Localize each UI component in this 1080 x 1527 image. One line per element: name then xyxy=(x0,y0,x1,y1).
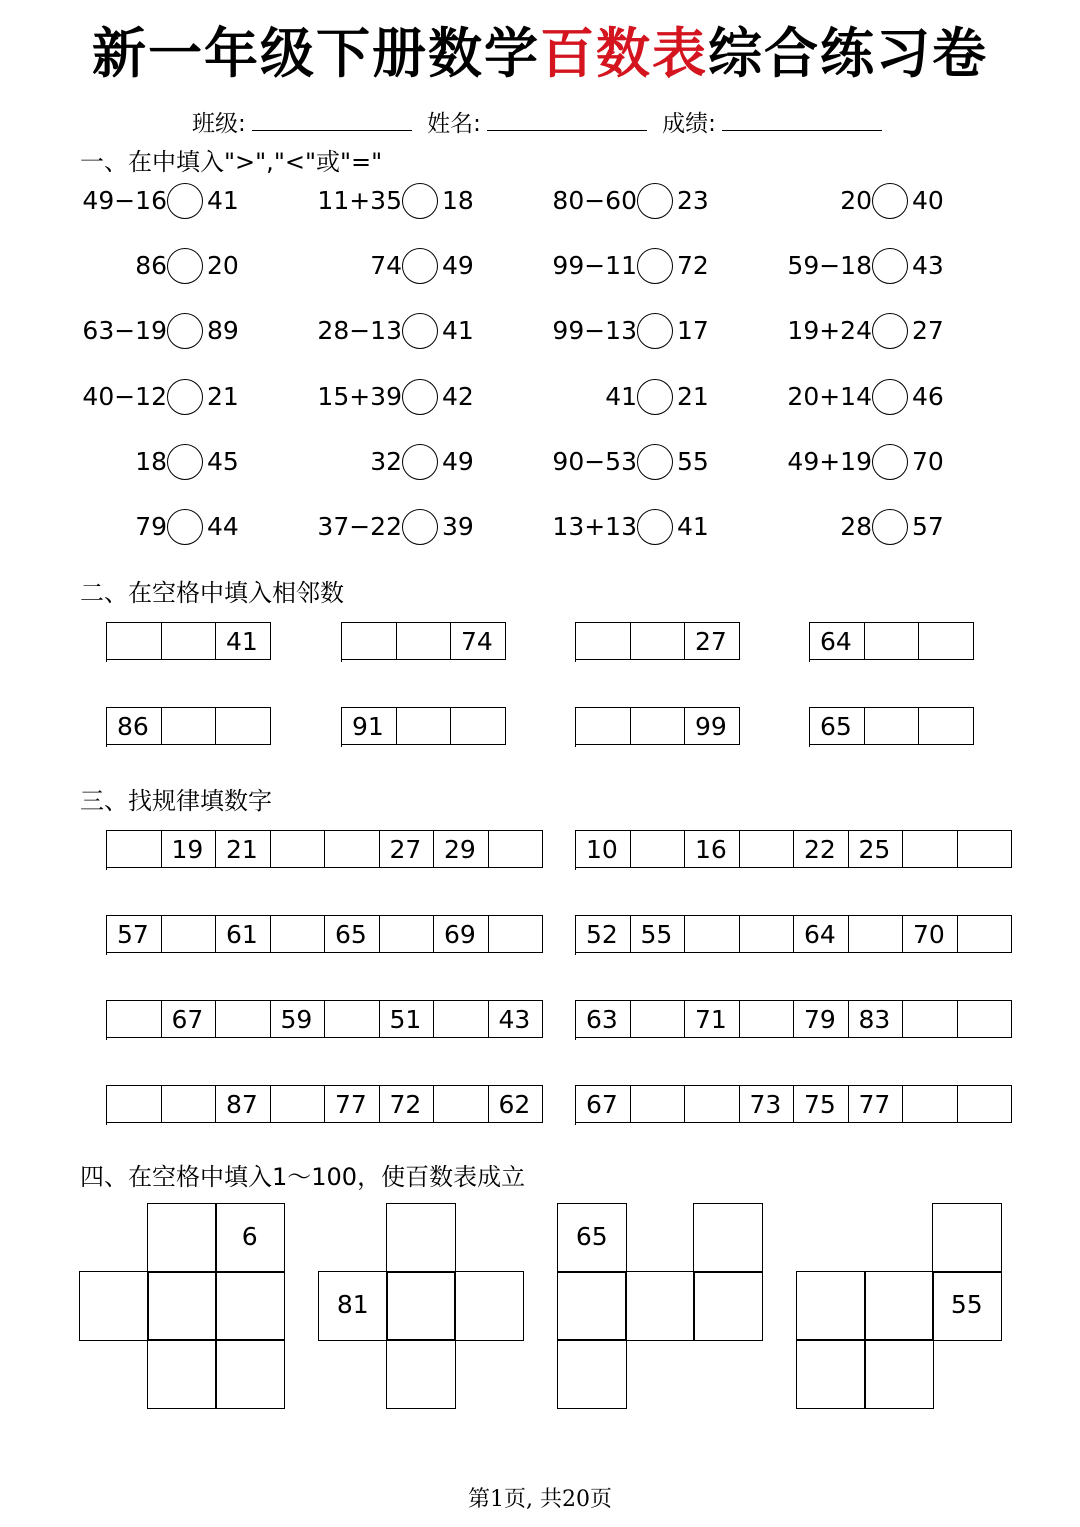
given-number-cell: 69 xyxy=(434,915,489,953)
compare-right: 44 xyxy=(207,512,239,541)
number-row xyxy=(106,707,271,747)
given-number-cell: 61 xyxy=(216,915,271,953)
given-number-cell: 21 xyxy=(216,830,271,868)
given-number-cell: 27 xyxy=(685,622,740,660)
given-number-cell: 62 xyxy=(489,1085,544,1123)
number-row xyxy=(106,1085,543,1125)
blank-cell[interactable] xyxy=(342,622,397,660)
answer-circle[interactable] xyxy=(167,444,203,480)
blank-cell[interactable] xyxy=(740,1000,795,1038)
given-number-cell: 6 xyxy=(215,1203,285,1273)
answer-circle[interactable] xyxy=(167,313,203,349)
compare-left: 11+35 xyxy=(317,186,402,215)
given-number-cell: 29 xyxy=(434,830,489,868)
compare-left: 28−13 xyxy=(317,316,402,345)
compare-item xyxy=(705,181,944,221)
compare-item xyxy=(470,246,709,286)
compare-right: 89 xyxy=(207,316,239,345)
given-number-cell: 55 xyxy=(631,915,686,953)
answer-circle[interactable] xyxy=(872,313,908,349)
compare-left: 63−19 xyxy=(82,316,167,345)
compare-right: 41 xyxy=(207,186,239,215)
blank-cell[interactable] xyxy=(147,1271,217,1341)
blank-cell[interactable] xyxy=(215,1339,285,1409)
blank-cell[interactable] xyxy=(107,622,162,660)
class-field[interactable] xyxy=(252,106,412,131)
page-title: 新一年级下册数学百数表综合练习卷 xyxy=(92,22,988,85)
compare-left: 32 xyxy=(370,447,402,476)
compare-item xyxy=(470,377,709,417)
given-number-cell: 79 xyxy=(794,1000,849,1038)
given-number-cell: 25 xyxy=(849,830,904,868)
given-number-cell: 77 xyxy=(849,1085,904,1123)
blank-cell[interactable] xyxy=(958,1085,1013,1123)
blank-cell[interactable] xyxy=(557,1339,627,1409)
blank-cell[interactable] xyxy=(386,1339,456,1409)
blank-cell[interactable] xyxy=(958,915,1013,953)
blank-cell[interactable] xyxy=(147,1339,217,1409)
blank-cell[interactable] xyxy=(631,1000,686,1038)
compare-item xyxy=(470,181,709,221)
blank-cell[interactable] xyxy=(489,915,544,953)
score-field[interactable] xyxy=(722,106,882,131)
compare-item xyxy=(470,311,709,351)
compare-left: 79 xyxy=(135,512,167,541)
answer-circle[interactable] xyxy=(637,313,673,349)
section3-heading: 三、找规律填数字 xyxy=(80,787,272,815)
number-row xyxy=(809,622,974,662)
blank-cell[interactable] xyxy=(162,707,217,745)
blank-cell[interactable] xyxy=(216,707,271,745)
given-number-cell: 43 xyxy=(489,1000,544,1038)
answer-circle[interactable] xyxy=(637,248,673,284)
blank-cell[interactable] xyxy=(919,707,974,745)
given-number-cell: 63 xyxy=(576,1000,631,1038)
compare-left: 20 xyxy=(840,186,872,215)
given-number-cell: 57 xyxy=(107,915,162,953)
blank-cell[interactable] xyxy=(864,1271,934,1341)
compare-right: 27 xyxy=(912,316,944,345)
compare-item xyxy=(705,377,944,417)
given-number-cell: 16 xyxy=(685,830,740,868)
compare-right: 21 xyxy=(207,382,239,411)
number-row xyxy=(575,1085,1012,1125)
blank-cell[interactable] xyxy=(740,915,795,953)
answer-circle[interactable] xyxy=(872,183,908,219)
compare-item xyxy=(235,246,474,286)
compare-right: 45 xyxy=(207,447,239,476)
blank-cell[interactable] xyxy=(397,622,452,660)
compare-item xyxy=(0,246,239,286)
given-number-cell: 19 xyxy=(162,830,217,868)
blank-cell[interactable] xyxy=(903,830,958,868)
blank-cell[interactable] xyxy=(865,707,920,745)
compare-item xyxy=(470,442,709,482)
answer-circle[interactable] xyxy=(402,444,438,480)
compare-item xyxy=(235,311,474,351)
blank-cell[interactable] xyxy=(386,1203,456,1273)
compare-item xyxy=(0,311,239,351)
compare-left: 49−16 xyxy=(82,186,167,215)
number-row xyxy=(106,622,271,662)
section1-heading: 一、在中填入">","<"或"=" xyxy=(80,148,383,176)
blank-cell[interactable] xyxy=(903,1000,958,1038)
given-number-cell: 10 xyxy=(576,830,631,868)
answer-circle[interactable] xyxy=(167,248,203,284)
blank-cell[interactable] xyxy=(740,830,795,868)
number-row xyxy=(575,915,1012,955)
compare-right: 18 xyxy=(442,186,474,215)
compare-left: 15+39 xyxy=(317,382,402,411)
blank-cell[interactable] xyxy=(693,1271,763,1341)
compare-right: 39 xyxy=(442,512,474,541)
answer-circle[interactable] xyxy=(402,509,438,545)
blank-cell[interactable] xyxy=(162,915,217,953)
compare-right: 41 xyxy=(442,316,474,345)
given-number-cell: 55 xyxy=(932,1271,1002,1341)
blank-cell[interactable] xyxy=(685,915,740,953)
blank-cell[interactable] xyxy=(576,622,631,660)
number-row xyxy=(575,830,1012,870)
compare-right: 57 xyxy=(912,512,944,541)
compare-left: 41 xyxy=(605,382,637,411)
blank-cell[interactable] xyxy=(631,622,686,660)
blank-cell[interactable] xyxy=(685,1085,740,1123)
compare-item xyxy=(470,507,709,547)
number-row xyxy=(106,915,543,955)
blank-cell[interactable] xyxy=(631,707,686,745)
given-number-cell: 41 xyxy=(216,622,271,660)
answer-circle[interactable] xyxy=(872,379,908,415)
compare-right: 17 xyxy=(677,316,709,345)
compare-right: 41 xyxy=(677,512,709,541)
compare-right: 43 xyxy=(912,251,944,280)
given-number-cell: 65 xyxy=(810,707,865,745)
compare-left: 19+24 xyxy=(787,316,872,345)
blank-cell[interactable] xyxy=(903,1085,958,1123)
name-field[interactable] xyxy=(487,106,647,131)
given-number-cell: 74 xyxy=(451,622,506,660)
blank-cell[interactable] xyxy=(380,915,435,953)
answer-circle[interactable] xyxy=(402,183,438,219)
number-row xyxy=(575,622,740,662)
blank-cell[interactable] xyxy=(631,830,686,868)
blank-cell[interactable] xyxy=(625,1271,695,1341)
answer-circle[interactable] xyxy=(637,509,673,545)
compare-item xyxy=(235,507,474,547)
answer-circle[interactable] xyxy=(872,509,908,545)
answer-circle[interactable] xyxy=(402,248,438,284)
blank-cell[interactable] xyxy=(932,1203,1002,1273)
given-number-cell: 65 xyxy=(325,915,380,953)
given-number-cell: 27 xyxy=(380,830,435,868)
given-number-cell: 71 xyxy=(685,1000,740,1038)
number-row xyxy=(809,707,974,747)
blank-cell[interactable] xyxy=(451,707,506,745)
given-number-cell: 52 xyxy=(576,915,631,953)
blank-cell[interactable] xyxy=(325,1000,380,1038)
compare-right: 49 xyxy=(442,447,474,476)
blank-cell[interactable] xyxy=(162,1085,217,1123)
given-number-cell: 51 xyxy=(380,1000,435,1038)
compare-item xyxy=(705,311,944,351)
compare-left: 86 xyxy=(135,251,167,280)
blank-cell[interactable] xyxy=(849,915,904,953)
answer-circle[interactable] xyxy=(167,509,203,545)
answer-circle[interactable] xyxy=(872,248,908,284)
given-number-cell: 87 xyxy=(216,1085,271,1123)
compare-item xyxy=(705,442,944,482)
answer-circle[interactable] xyxy=(167,379,203,415)
blank-cell[interactable] xyxy=(557,1271,627,1341)
answer-circle[interactable] xyxy=(402,379,438,415)
number-row xyxy=(575,707,740,747)
blank-cell[interactable] xyxy=(215,1271,285,1341)
compare-left: 20+14 xyxy=(787,382,872,411)
compare-left: 99−11 xyxy=(552,251,637,280)
blank-cell[interactable] xyxy=(216,1000,271,1038)
blank-cell[interactable] xyxy=(325,830,380,868)
blank-cell[interactable] xyxy=(107,1085,162,1123)
blank-cell[interactable] xyxy=(434,1000,489,1038)
class-label: 班级: xyxy=(192,111,246,137)
compare-left: 37−22 xyxy=(317,512,402,541)
given-number-cell: 64 xyxy=(794,915,849,953)
blank-cell[interactable] xyxy=(386,1271,456,1341)
number-row xyxy=(106,1000,543,1040)
given-number-cell: 91 xyxy=(342,707,397,745)
compare-left: 80−60 xyxy=(552,186,637,215)
compare-left: 99−13 xyxy=(552,316,637,345)
answer-circle[interactable] xyxy=(167,183,203,219)
compare-right: 46 xyxy=(912,382,944,411)
blank-cell[interactable] xyxy=(864,1339,934,1409)
compare-left: 18 xyxy=(135,447,167,476)
blank-cell[interactable] xyxy=(79,1271,149,1341)
page-footer: 第1页, 共20页 xyxy=(468,1487,612,1512)
compare-left: 90−53 xyxy=(552,447,637,476)
blank-cell[interactable] xyxy=(958,1000,1013,1038)
blank-cell[interactable] xyxy=(693,1203,763,1273)
blank-cell[interactable] xyxy=(576,707,631,745)
given-number-cell: 67 xyxy=(576,1085,631,1123)
given-number-cell: 75 xyxy=(794,1085,849,1123)
answer-circle[interactable] xyxy=(637,379,673,415)
answer-circle[interactable] xyxy=(637,444,673,480)
compare-right: 49 xyxy=(442,251,474,280)
blank-cell[interactable] xyxy=(271,915,326,953)
number-row xyxy=(341,707,506,747)
compare-right: 20 xyxy=(207,251,239,280)
student-info xyxy=(192,106,890,141)
score-label: 成绩: xyxy=(662,111,716,137)
blank-cell[interactable] xyxy=(397,707,452,745)
blank-cell[interactable] xyxy=(107,1000,162,1038)
number-row xyxy=(341,622,506,662)
compare-item xyxy=(235,377,474,417)
compare-right: 55 xyxy=(677,447,709,476)
compare-left: 28 xyxy=(840,512,872,541)
section2-heading: 二、在空格中填入相邻数 xyxy=(80,579,344,607)
given-number-cell: 65 xyxy=(557,1203,627,1273)
given-number-cell: 22 xyxy=(794,830,849,868)
blank-cell[interactable] xyxy=(162,622,217,660)
given-number-cell: 70 xyxy=(903,915,958,953)
compare-right: 23 xyxy=(677,186,709,215)
blank-cell[interactable] xyxy=(271,1085,326,1123)
compare-left: 59−18 xyxy=(787,251,872,280)
compare-item xyxy=(235,181,474,221)
given-number-cell: 73 xyxy=(740,1085,795,1123)
compare-right: 72 xyxy=(677,251,709,280)
compare-right: 21 xyxy=(677,382,709,411)
number-row xyxy=(575,1000,1012,1040)
compare-right: 70 xyxy=(912,447,944,476)
blank-cell[interactable] xyxy=(454,1271,524,1341)
blank-cell[interactable] xyxy=(796,1339,866,1409)
given-number-cell: 99 xyxy=(685,707,740,745)
name-label: 姓名: xyxy=(427,111,481,137)
given-number-cell: 59 xyxy=(271,1000,326,1038)
compare-left: 13+13 xyxy=(552,512,637,541)
given-number-cell: 81 xyxy=(318,1271,388,1341)
number-row xyxy=(106,830,543,870)
compare-item xyxy=(0,507,239,547)
compare-right: 40 xyxy=(912,186,944,215)
answer-circle[interactable] xyxy=(637,183,673,219)
answer-circle[interactable] xyxy=(872,444,908,480)
compare-item xyxy=(0,377,239,417)
given-number-cell: 67 xyxy=(162,1000,217,1038)
blank-cell[interactable] xyxy=(631,1085,686,1123)
compare-left: 40−12 xyxy=(82,382,167,411)
blank-cell[interactable] xyxy=(958,830,1013,868)
blank-cell[interactable] xyxy=(434,1085,489,1123)
blank-cell[interactable] xyxy=(107,830,162,868)
blank-cell[interactable] xyxy=(147,1203,217,1273)
blank-cell[interactable] xyxy=(271,830,326,868)
given-number-cell: 64 xyxy=(810,622,865,660)
compare-left: 49+19 xyxy=(787,447,872,476)
given-number-cell: 77 xyxy=(325,1085,380,1123)
blank-cell[interactable] xyxy=(796,1271,866,1341)
given-number-cell: 86 xyxy=(107,707,162,745)
given-number-cell: 83 xyxy=(849,1000,904,1038)
compare-right: 42 xyxy=(442,382,474,411)
blank-cell[interactable] xyxy=(919,622,974,660)
blank-cell[interactable] xyxy=(865,622,920,660)
compare-item xyxy=(0,181,239,221)
compare-item xyxy=(705,246,944,286)
compare-item xyxy=(0,442,239,482)
section4-heading: 四、在空格中填入1～100，使百数表成立 xyxy=(80,1163,526,1191)
compare-item xyxy=(235,442,474,482)
blank-cell[interactable] xyxy=(489,830,544,868)
compare-item xyxy=(705,507,944,547)
compare-left: 74 xyxy=(370,251,402,280)
answer-circle[interactable] xyxy=(402,313,438,349)
given-number-cell: 72 xyxy=(380,1085,435,1123)
